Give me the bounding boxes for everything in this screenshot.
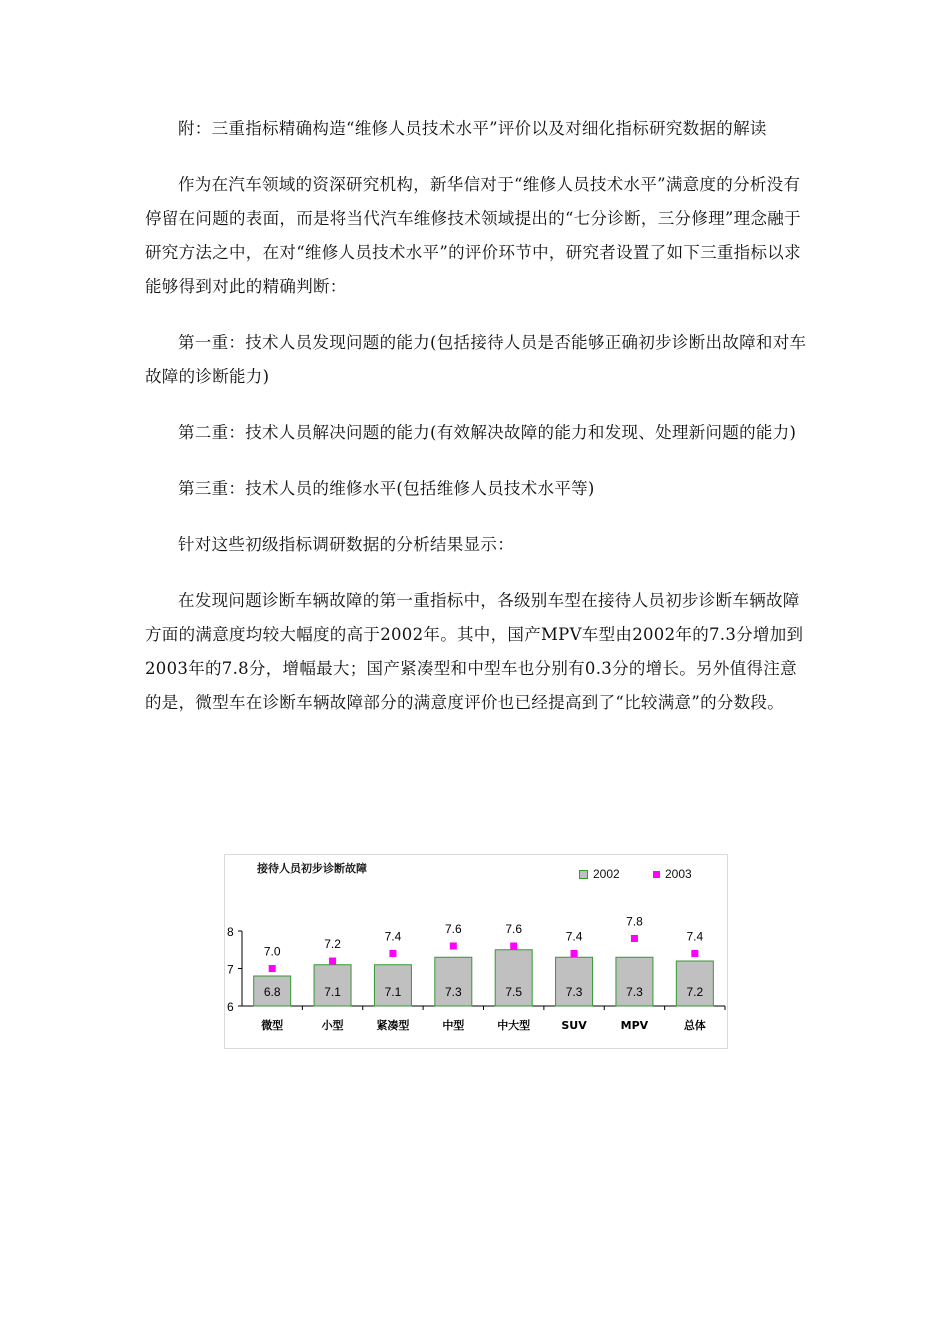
diagnosis-chart [224, 854, 728, 1049]
x-category-label: 微型 [261, 1019, 284, 1032]
indicator-one: 第一重：技术人员发现问题的能力(包括接待人员是否能够正确初步诊断出故障和对车故障的诊断能力) [145, 333, 807, 386]
bar-value-label-2002: 7.3 [444, 985, 462, 999]
marker-value-label-2003: 7.0 [263, 944, 281, 959]
marker-2003 [269, 965, 276, 972]
indicator-two: 第二重：技术人员解决问题的能力(有效解决故障的能力和发现、处理新问题的能力) [178, 423, 797, 442]
bar-value-label-2002: 7.1 [384, 985, 402, 999]
bar-value-label-2002: 7.2 [686, 985, 704, 999]
chart-plot [225, 855, 727, 1048]
y-tick-label: 6 [227, 1000, 234, 1014]
marker-2003 [571, 950, 578, 957]
x-category-label: 紧凑型 [376, 1019, 410, 1032]
indicator-three: 第三重：技术人员的维修水平(包括维修人员技术水平等) [178, 479, 595, 498]
legend-label-2002: 2002 [593, 867, 620, 881]
document-body [145, 112, 807, 742]
bar-value-label-2002: 6.8 [263, 985, 281, 999]
y-tick-label: 7 [227, 962, 234, 977]
marker-value-label-2003: 7.4 [686, 929, 704, 944]
marker-2003 [510, 943, 517, 950]
x-category-label: 中大型 [497, 1019, 531, 1032]
marker-value-label-2003: 7.2 [324, 937, 341, 951]
marker-2003 [450, 943, 457, 950]
marker-2003 [329, 958, 336, 965]
x-category-label: 中型 [442, 1019, 465, 1032]
marker-2003 [631, 935, 638, 942]
x-category-label: MPV [620, 1019, 649, 1032]
chart-title: 接待人员初步诊断故障 [257, 862, 367, 875]
marker-2003 [691, 950, 698, 957]
bar-2002 [676, 961, 713, 1006]
bar-value-label-2002: 7.3 [626, 985, 643, 999]
x-category-label: 小型 [321, 1019, 344, 1032]
marker-value-label-2003: 7.4 [384, 929, 402, 944]
results-paragraph: 在发现问题诊断车辆故障的第一重指标中，各级别车型在接待人员初步诊断车辆故障方面的满意度均较大幅度的高于2002年。其中，国产MPV车型由2002年的7.3分增加到2003年的7.8分，增幅最大；国产紧凑型和中型车也分别有0.3分的增长。另外值得注意的是，微型车在诊断车辆故障部分的满意度评价也已经提高到了“比较满意”的分数段。 [145, 591, 804, 712]
legend-label-2003: 2003 [665, 867, 692, 881]
marker-value-label-2003: 7.4 [565, 929, 583, 944]
marker-value-label-2003: 7.6 [505, 922, 523, 936]
bar-value-label-2002: 7.5 [505, 985, 523, 999]
intro-paragraph: 作为在汽车领域的资深研究机构，新华信对于“维修人员技术水平”满意度的分析没有停留在问题的表面，而是将当代汽车维修技术领域提出的“七分诊断，三分修理”理念融于研究方法之中，在对“维修人员技术水平”的评价环节中，研究者设置了如下三重指标以求能够得到对此的精确判断： [145, 175, 801, 296]
x-category-label: 总体 [683, 1019, 706, 1032]
appendix-heading: 附：三重指标精确构造“维修人员技术水平”评价以及对细化指标研究数据的解读 [178, 119, 767, 138]
marker-value-label-2003: 7.6 [444, 922, 462, 936]
y-tick-label: 8 [227, 925, 234, 939]
marker-2003 [389, 950, 396, 957]
marker-value-label-2003: 7.8 [626, 914, 643, 929]
bar-value-label-2002: 7.3 [565, 985, 583, 999]
results-intro: 针对这些初级指标调研数据的分析结果显示： [178, 535, 514, 554]
x-category-label: SUV [561, 1019, 587, 1032]
bar-value-label-2002: 7.1 [324, 985, 341, 999]
